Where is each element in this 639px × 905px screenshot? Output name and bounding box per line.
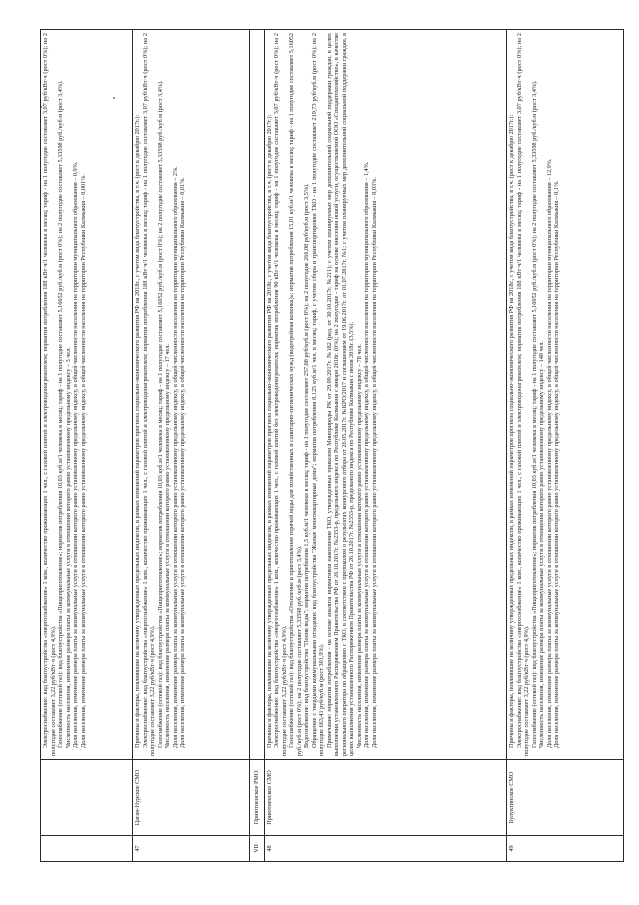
description-paragraph: Причины и факторы, повлиявшие на величину утвержденных предельных индексов, в рамках изменений параметров прогноза социально-экономического развития РФ на 2018г., с учетом вида благоустройства, в т.ч. (рост к декабрю 2017г.): [265,114,273,748]
description-cell [41,30,133,760]
description-paragraph: Доля населения, изменение размера платы за коммунальные услуги в отношении которого равно установленному предельному индексу, в общей численности населения на территории муниципального образования – 1,4%. [363,161,371,748]
description-paragraph: Обращение с твердыми коммунальными отходами: вид благоустройства "Жилые многоквартирные дома"; норматив потребления 0,125 куб.м/1 чел. в месяц; тариф, с учетом сбора и транспортировки ТКО - на 1 полугодие составляет 219,73 руб/куб.м (рост 0%); на 2 полугодие 663,41 руб/куб.м (рост 301,9%). [310,33,326,756]
municipality-cell [41,760,133,836]
description-paragraph: Газоснабжение (сетевой газ): вид благоустройства «Пищеприготовление»; норматив потребления 10,03 куб.м/1 человека в месяц; тариф - на 1 полугодие составляет 5,16052 руб./куб.м (рост 0%); на 2 полугодие составляет 5,33598 руб./куб.м (рост 3,4%). [530,80,538,748]
municipality-cell: Цаган-Нурское СМО [133,760,250,836]
description-paragraph: Газоснабжение (сетевой газ): вид благоустройства «Пищеприготовление»; норматив потребления 10,03 куб.м/1 человека в месяц; тариф - на 1 полугодие составляет 5,16052 руб./куб.м (рост 0%); на 2 полугодие составляет 5,33598 руб./куб.м (рост 3,4%). [156,80,164,748]
municipality-cell: Приютненское РМО [249,760,264,836]
region-row [249,30,264,862]
description-cell [264,30,507,760]
description-paragraph: Примечание: норматив потребления - на основе анализа нормативов накопления ТКО, утвержденных приказом Минприроды РК от 29.09.2017г. №182 (ред. от 30.10.2017г. №211); с учетом планируемых мер дополнительной социальной поддержки граждан, в целях выполнения установленного Распоряжением Правительства РФ от 26.10.2017г. №2353-р, предельного индекса по Республике Калмыкия с января 2018г. (0%); на 2 полугодие - тариф на основе внесения новой услуги, осуществляемой ООО «Спецавтохозяйство», в качестве регионального оператора по обращению с ТКО, в соответствии с протоколом о результатах конкурсного отбора от 26.05.2017г. №КРО/2017 и соглашением от 19.06.2017г. от 01.07.2017г. №1; с учетом планируемых мер дополнительной социальной поддержки граждан, в целях выполнения установленного Распоряжением Правительства РФ от 26.10.2017г. №2353-р, предельного индекса по Республике Калмыкия с июля 2018г. (3,5%). [325,33,356,756]
table-row-continued [41,30,133,862]
description-paragraph: Доля населения, изменение размера платы за коммунальные услуги в отношении которого равно установленному предельному индексу, в общей численности населения на территории Республики Калмыкия – 0,03%. [370,177,378,748]
description-paragraph: Электроснабжение: вид благоустройства «энергоснабжение» 1 ком., количество проживающих 1 чел., с газовой плитой и электроводонагревателем; норматив потребления 188 кВт·ч/1 человека в месяц; тариф - на 1 полугодие составляет 3,07 руб/кВт·ч (рост 0%); на 2 полугодие составляет 3,22 руб/кВт·ч (рост 4,9%). [42,33,57,756]
description-paragraph: Доля населения, изменение размера платы за коммунальные услуги в отношении которого равно установленному предельному индексу, в общей численности населения на территории муниципального образования – 2%. [171,166,179,748]
description-paragraph: Газоснабжение (сетевой газ): вид благоустройства «Пищеприготовление»; норматив потребления 10,03 куб.м/1 человека в месяц; тариф - на 1 полугодие составляет 5,16052 руб./куб.м (рост 0%); на 2 полугодие составляет 5,33598 руб./куб.м (рост 3,4%). [57,80,64,748]
row-number-cell: VII [249,836,264,862]
description-cell [507,30,624,760]
description-paragraph: Электроснабжение: вид благоустройства «энергоснабжение» 1 ком., количество проживающих 1 чел., с газовой плитой и электроводонагревателем; норматив потребления 188 кВт·ч/1 человека в месяц; тариф - на 1 полугодие составляет 3,07 руб/кВт·ч (рост 0%); на 2 полугодие составляет 3,22 руб/кВт·ч (рост 4,9%). [141,33,156,756]
table-row [264,30,507,862]
row-number-cell: 49 [507,836,624,862]
municipality-cell: Булуктинское СМО [507,760,624,836]
table-row [507,30,624,862]
table-body [41,30,624,862]
table-row [133,30,250,862]
description-paragraph: Доля населения, изменение размера платы за коммунальные услуги в отношении которого равно установленному предельному индексу, в общей численности населения на территории Республики Калмыкия – 0,1%. [553,180,561,748]
description-cell [249,30,264,760]
description-paragraph: Водоснабжение: вид благоустройства "Полив воды"; норматив потребления 1,5 куб.м/1 человека в месяц; тариф - на 1 полугодие составляет 257,08 руб/куб.м (рост 0%); на 2 полугодие 266,08 руб/куб.м (рост 3,5%). [303,183,311,748]
description-paragraph: Электроснабжение: вид благоустройства «энергоснабжение» 1 ком., количество проживающих 1 чел., с газовой плитой и электроводонагревателем; норматив потребления 188 кВт·ч/1 человека в месяц; тариф - на 1 полугодие составляет 3,07 руб/кВт·ч (рост 0%); на 2 полугодие составляет 3,22 руб/кВт·ч (рост 4,9%). [515,33,531,756]
row-number-cell [41,836,133,862]
description-paragraph: Численность населения, изменение размера платы за коммунальные услуги в отношении которого равно установленному предельному индексу – 148 чел. [538,341,546,748]
description-paragraph: Численность населения, изменение размера платы за коммунальные услуги в отношении которого равно установленному предельному индексу – 78 чел. [355,344,363,748]
row-number-cell: 48 [264,836,507,862]
description-paragraph: Доля населения, изменение размера платы за коммунальные услуги в отношении которого равно установленному предельному индексу, в общей численности населения на территории Республики Калмыкия – 0,01%. [179,177,186,748]
description-paragraph: Электроснабжение: вид благоустройства «энергоснабжение» 1 ком., количество проживающих 1 чел., с газовой плитой без электроводонагревателя; норматив потребления 90 кВт·ч/1 человека в месяц; тариф - на 1 полугодие составляет 3,07 руб/кВт·ч (рост 0%); на 2 полугодие составляет 3,22 руб/кВт·ч (рост 4,9%). [273,33,288,756]
description-cell [133,30,250,760]
description-paragraph: Газоснабжение (сетевой газ): вид благоустройства «Отопление и приготовление горячей воды для хозяйственных и санитарно-гигиенических нужд (водогрейная колонка)»; норматив потребления 15,01 куб.м/1 человека в месяц; тариф - на 1 полугодие составляет 5,16052 руб./куб.м (рост 0%); на 2 полугодие составляет 5,33598 руб./куб.м (рост 3,4%). [288,33,303,756]
description-paragraph: Численность населения, изменение размера платы за коммунальные услуги в отношении которого равно установленному предельному индексу – 17 чел. [164,344,171,748]
rotated-table-sheet [40,30,624,862]
description-paragraph: Причины и факторы, повлиявшие на величину утвержденных предельных индексов, в рамках изменений параметров прогноза социально-экономического развития РФ на 2018г., с учетом вида благоустройства, в т.ч. (рост к декабрю 2017г.): [508,114,516,748]
description-paragraph: Доля населения, изменение размера платы за коммунальные услуги в отношении которого равно установленному предельному индексу, в общей численности населения на территории Республики Калмыкия – 0,001%. [79,174,87,748]
row-number-cell: 47 [133,836,250,862]
description-paragraph: Доля населения, изменение размера платы за коммунальные услуги в отношении которого равно установленному предельному индексу, в общей численности населения на территории муниципального образования – 12,9%. [545,158,553,748]
description-paragraph: Численность населения, изменение размера платы за коммунальные услуги в отношении которого равно установленному предельному индексу – 3 чел. [64,347,72,748]
description-paragraph: Причины и факторы, повлиявшие на величину утвержденных предельных индексов, в рамках изменений параметров прогноза социально-экономического развития РФ на 2018г., с учетом вида благоустройства, в т.ч. (рост к декабрю 2017г.): [134,114,141,748]
description-paragraph: Доля населения, изменение размера платы за коммунальные услуги в отношении которого равно установленному предельному индексу, в общей численности населения на территории муниципального образования – 0,9%. [72,161,79,748]
municipality-cell: Приютненское СМО [264,760,507,836]
tariff-table [40,29,624,862]
